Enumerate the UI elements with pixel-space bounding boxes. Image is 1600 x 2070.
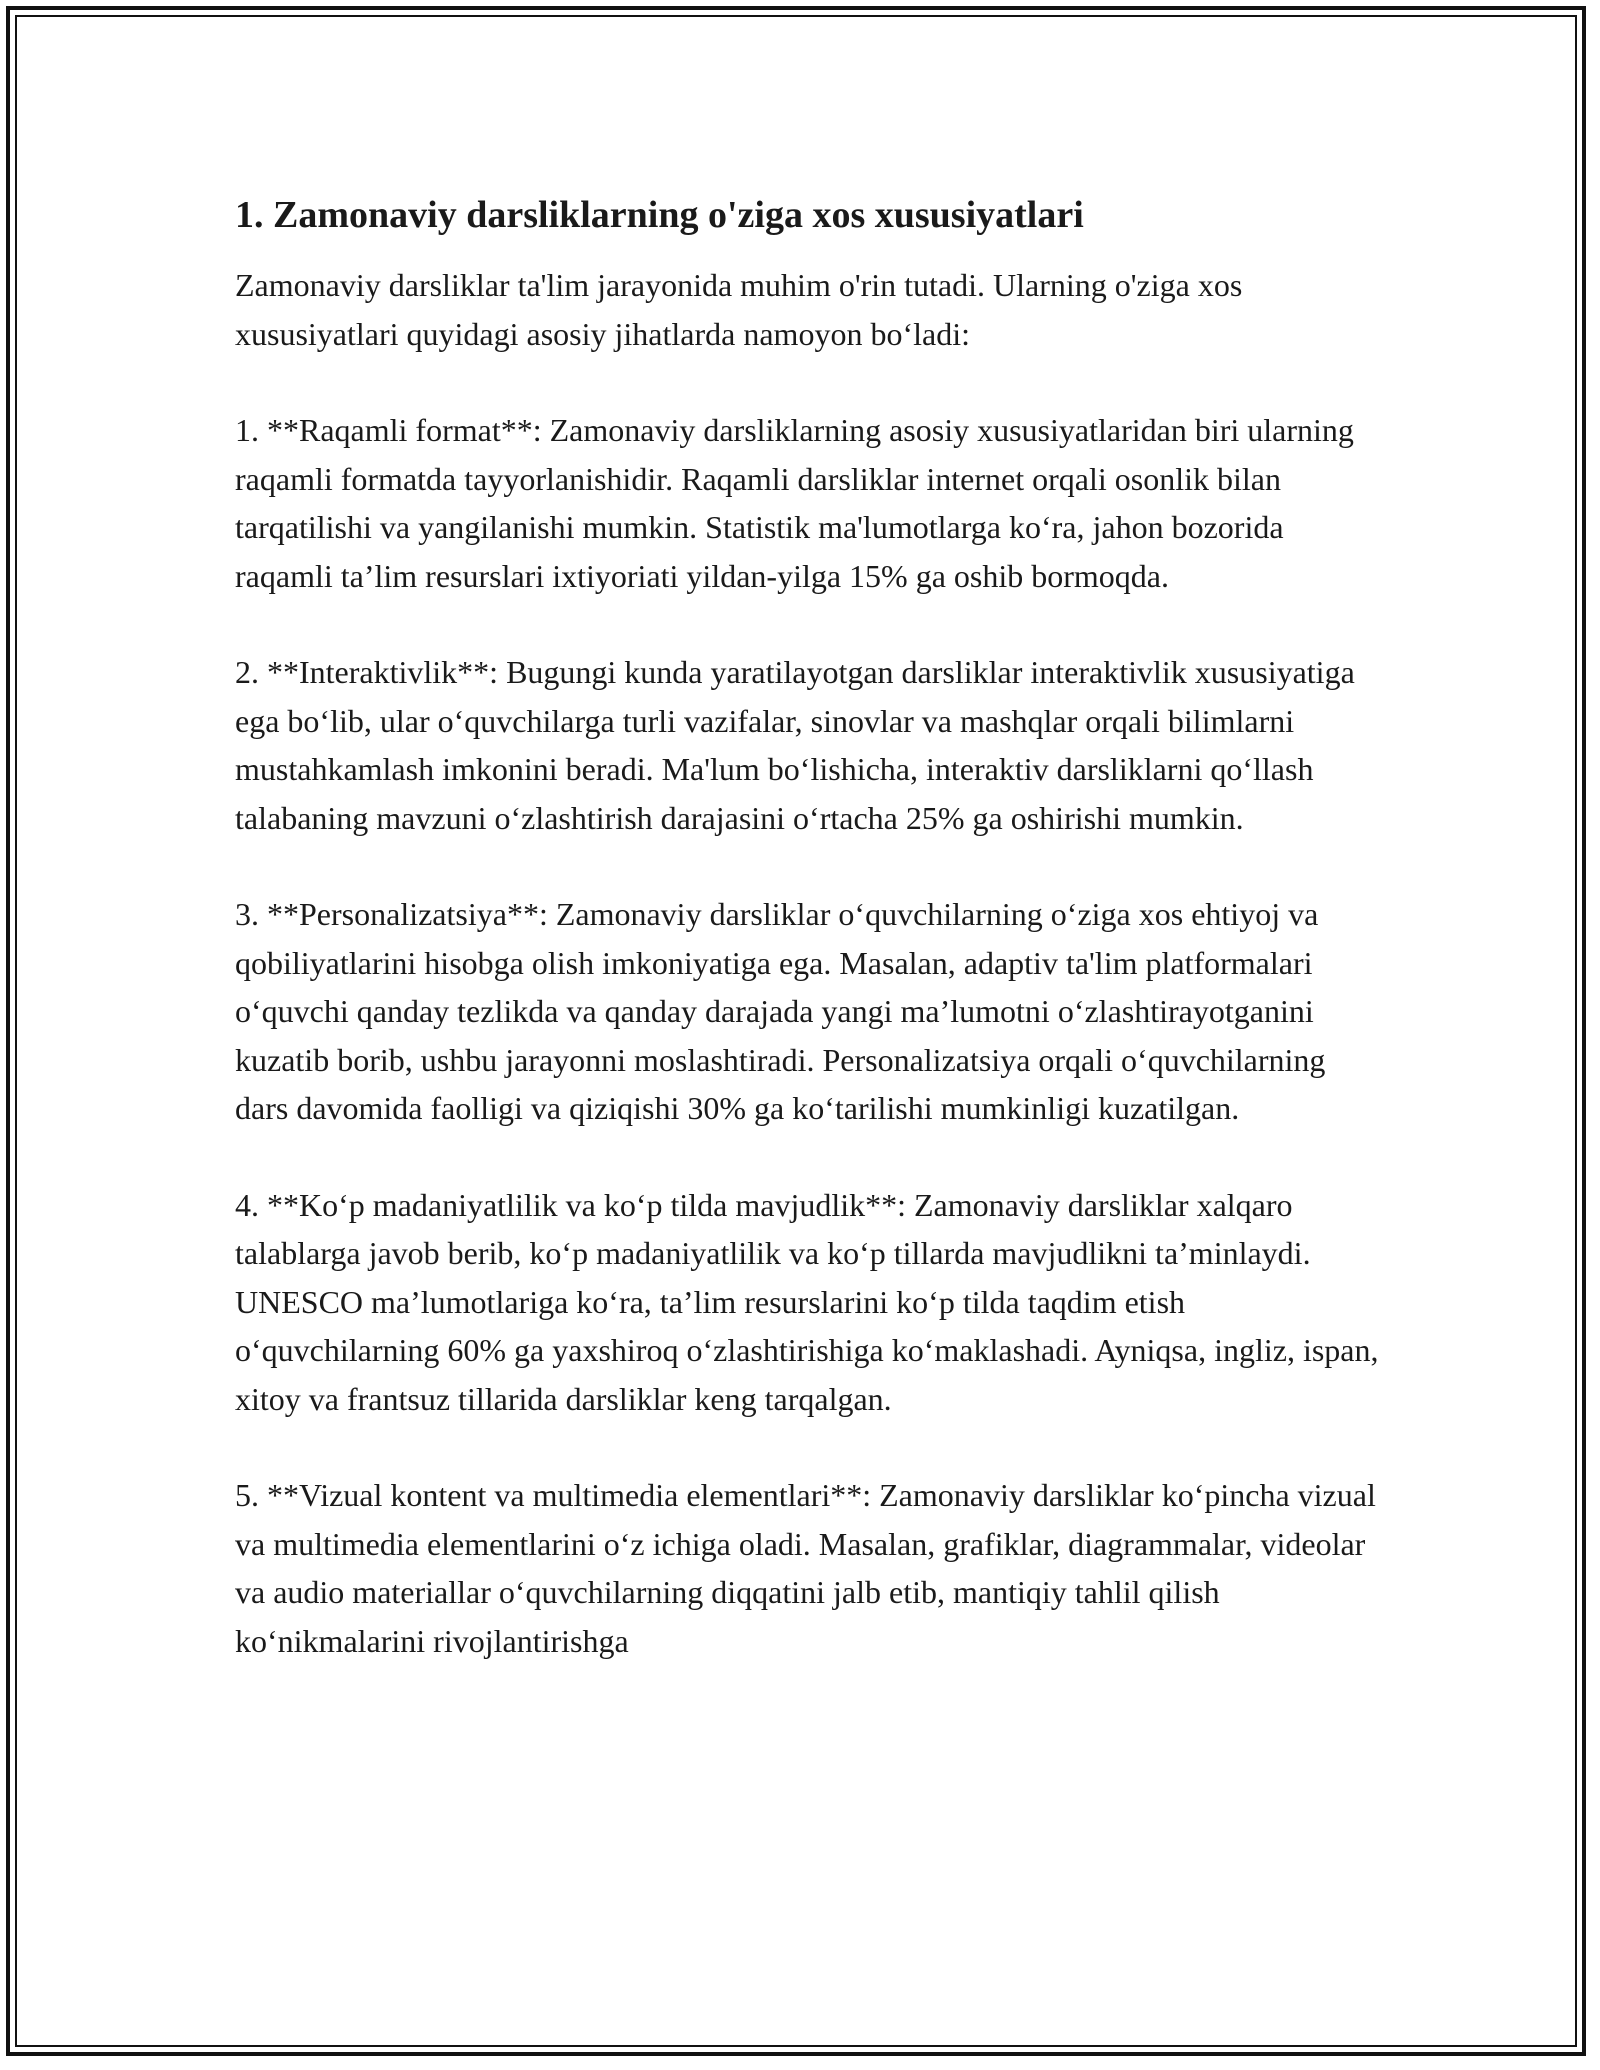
paragraph-personalization: 3. **Personalizatsiya**: Zamonaviy darsliklar o‘quvchilarning o‘ziga xos ehtiyoj va qobiliyatlarini hisobga olish imkoniyatiga ega. Masalan, adaptiv ta'lim platformalari o‘quvchi qanday tezlikda va qanday darajada yangi ma’lumotni o‘zlashtirayotganini kuzatib borib, ushbu jarayonni moslashtiradi. Personalizatsiya orqali o‘quvchilarning dars davomida faolligi va qiziqishi 30% ga ko‘tarilishi mumkinligi kuzatilgan.: [235, 896, 1326, 1126]
paragraph-digital-format: 1. **Raqamli format**: Zamonaviy darsliklarning asosiy xususiyatlaridan biri ularning raqamli formatda tayyorlanishidir. Raqamli darsliklar internet orqali osonlik bilan tarqatilishi va yangilanishi mumkin. Statistik ma'lumotlarga ko‘ra, jahon bozorida raqamli ta’lim resurslari ixtiyoriati yildan-yilga 15% ga oshib bormoqda.: [235, 412, 1354, 594]
document-body: [235, 187, 1385, 1713]
section-heading: 1. Zamonaviy darsliklarning o'ziga xos xususiyatlari: [235, 194, 1084, 236]
intro-paragraph: Zamonaviy darsliklar ta'lim jarayonida muhim o'rin tutadi. Ularning o'ziga xos xususiyatlari quyidagi asosiy jihatlarda namoyon bo‘ladi:: [235, 267, 1243, 352]
paragraph-multiculturalism: 4. **Ko‘p madaniyatlilik va ko‘p tilda mavjudlik**: Zamonaviy darsliklar xalqaro talablarga javob berib, ko‘p madaniyatlilik va ko‘p tillarda mavjudlikni ta’minlaydi. UNESCO ma’lumotlariga ko‘ra, ta’lim resurslarini ko‘p tilda taqdim etish o‘quvchilarning 60% ga yaxshiroq o‘zlashtirishiga ko‘maklashadi. Ayniqsa, ingliz, ispan, xitoy va frantsuz tillarida darsliklar keng tarqalgan.: [235, 1186, 1379, 1417]
paragraph-visual-content: 5. **Vizual kontent va multimedia elementlari**: Zamonaviy darsliklar ko‘pincha vizual va multimedia elementlarini o‘z ichiga oladi. Masalan, grafiklar, diagrammalar, videolar va audio materiallar o‘quvchilarning diqqatini jalb etib, mantiqiy tahlil qilish ko‘nikmalarini rivojlantirishga: [235, 1477, 1376, 1659]
paragraph-interactivity: 2. **Interaktivlik**: Bugungi kunda yaratilayotgan darsliklar interaktivlik xususiyatiga ega bo‘lib, ular o‘quvchilarga turli vazifalar, sinovlar va mashqlar orqali bilimlarni mustahkamlash imkonini beradi. Ma'lum bo‘lishicha, interaktiv darsliklarni qo‘llash talabaning mavzuni o‘zlashtirish darajasini o‘rtacha 25% ga oshirishi mumkin.: [235, 654, 1355, 836]
